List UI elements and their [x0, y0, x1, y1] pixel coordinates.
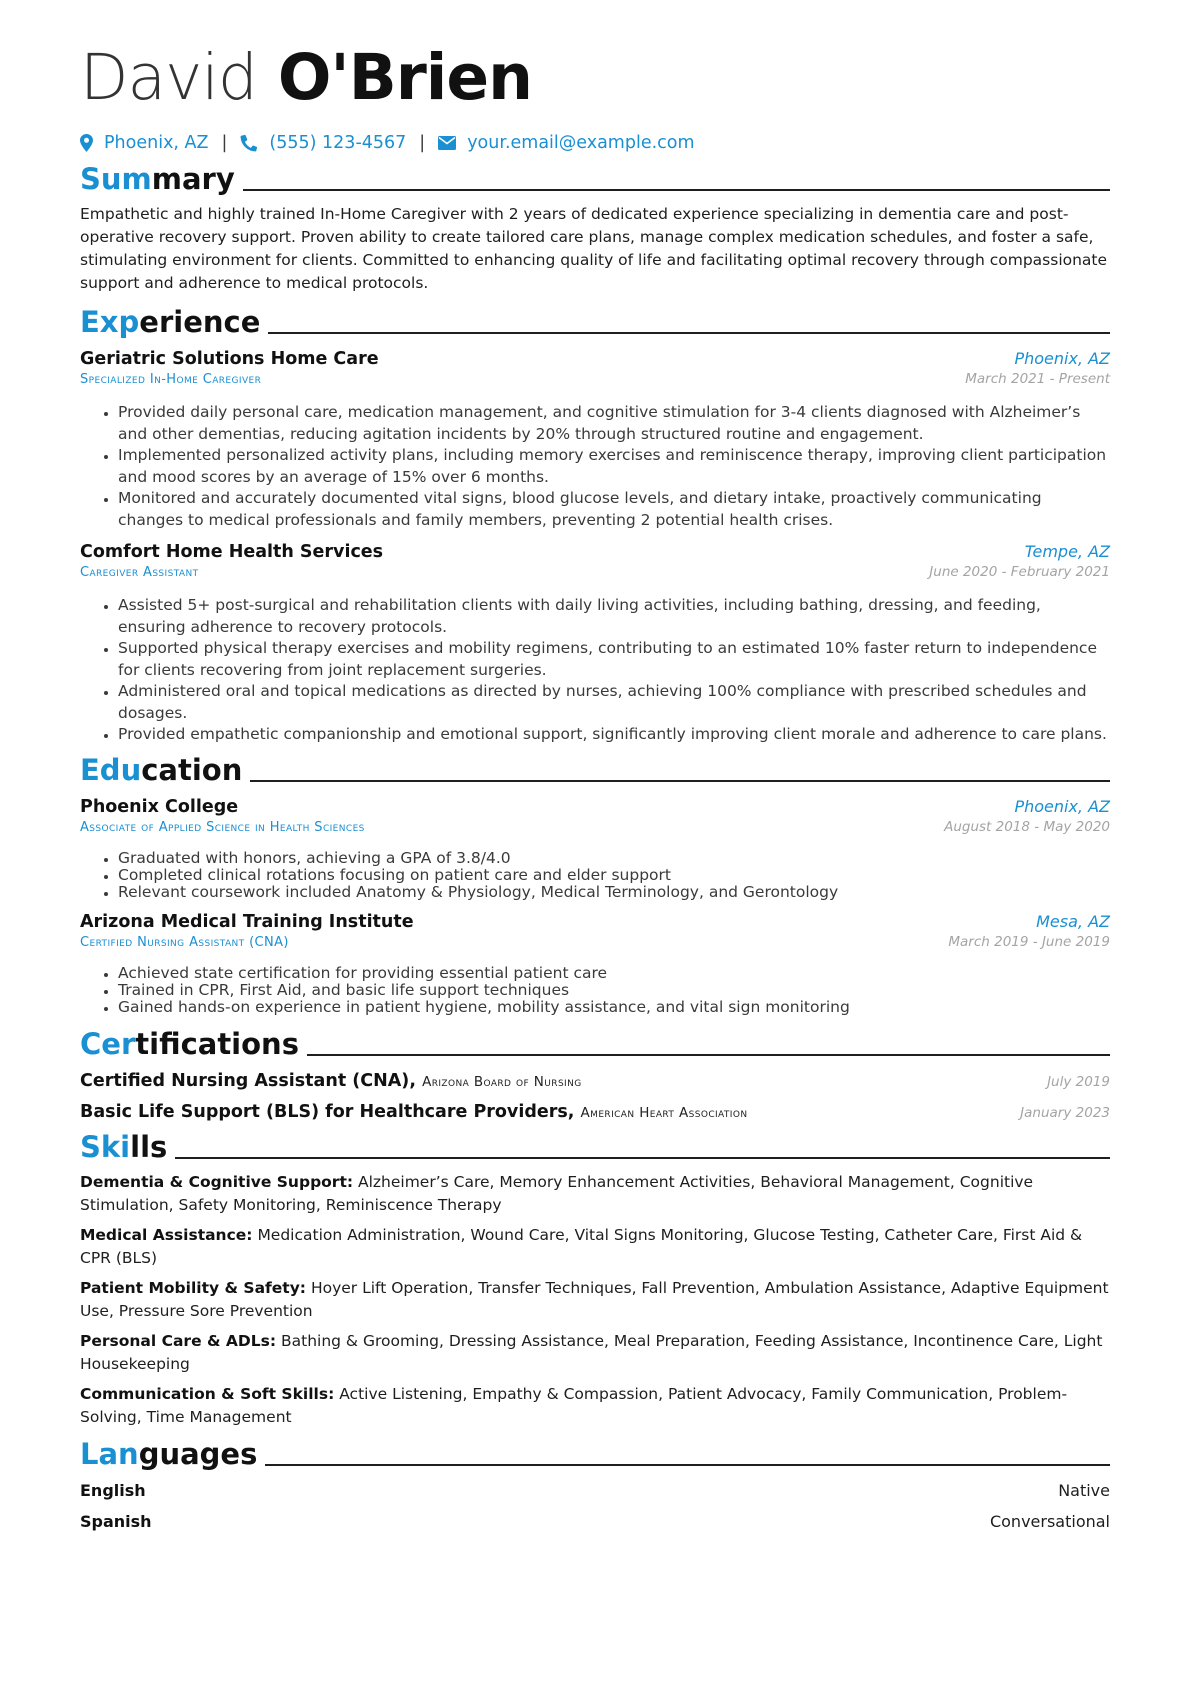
summary-heading: [80, 162, 1110, 196]
certifications-heading-accent: Cer: [80, 1027, 136, 1061]
last-name: O'Brien: [277, 41, 532, 114]
candidate-name: [80, 38, 1110, 118]
languages-heading: [80, 1437, 1110, 1471]
contact-separator: |: [419, 133, 426, 153]
experience-entry: [80, 542, 1110, 745]
employer-name: Comfort Home Health Services: [80, 542, 384, 562]
skills-heading: [80, 1130, 1110, 1164]
experience-heading: [80, 305, 1110, 339]
skill-items: Hoyer Lift Operation, Transfer Techniques, Fall Prevention, Ambulation Assistance, Adaptive Equipment Use, Pressure Sore Prevention: [80, 1279, 1109, 1320]
bullet-list: [80, 964, 1110, 1016]
language-name: English: [80, 1481, 146, 1500]
list-item: • Graduated with honors, achieving a GPA of 3.8/4.0: [118, 849, 1110, 867]
list-item: • Gained hands-on experience in patient hygiene, mobility assistance, and vital sign monitoring: [118, 998, 1110, 1016]
certification-name: Basic Life Support (BLS) for Healthcare Providers: [80, 1102, 568, 1122]
bullet-list: [80, 849, 1110, 901]
skill-category: Dementia & Cognitive Support:: [80, 1173, 354, 1191]
section-rule: [250, 780, 1110, 782]
certification-name: Certified Nursing Assistant (CNA): [80, 1071, 410, 1091]
entry-dates: March 2019 - June 2019: [948, 934, 1110, 950]
education-entry: [80, 797, 1110, 901]
school-name: Arizona Medical Training Institute: [80, 912, 414, 932]
education-heading: [80, 753, 1110, 787]
list-item: • Provided empathetic companionship and emotional support, significantly improving client morale and adherence to care plans.: [118, 723, 1110, 745]
degree-title: Associate of Applied Science in Health Sciences: [80, 820, 365, 835]
experience-entry: [80, 349, 1110, 531]
certification-date: July 2019: [1047, 1074, 1110, 1090]
skill-category: Communication & Soft Skills:: [80, 1385, 335, 1403]
certification-issuer: American Heart Association: [580, 1105, 748, 1121]
certification-issuer: Arizona Board of Nursing: [422, 1074, 582, 1090]
degree-title: Certified Nursing Assistant (CNA): [80, 935, 289, 950]
summary-heading-rest: mary: [151, 162, 235, 196]
entry-location: Mesa, AZ: [1036, 912, 1110, 931]
bullet-list: [80, 594, 1110, 745]
entry-location: Phoenix, AZ: [1014, 349, 1110, 368]
location-text: Phoenix, AZ: [104, 133, 209, 153]
section-rule: [243, 189, 1110, 191]
certifications-heading-rest: tifications: [135, 1027, 299, 1061]
envelope-icon: [438, 136, 456, 150]
list-item: • Completed clinical rotations focusing on patient care and elder support: [118, 866, 1110, 884]
entry-location: Tempe, AZ: [1024, 542, 1110, 561]
section-rule: [307, 1054, 1110, 1056]
summary-heading-accent: Sum: [80, 162, 152, 196]
language-item: [80, 1511, 1110, 1533]
school-name: Phoenix College: [80, 797, 239, 817]
skill-group: [80, 1224, 1110, 1269]
language-level: Conversational: [989, 1512, 1110, 1531]
map-pin-icon: [80, 134, 93, 152]
job-title: Caregiver Assistant: [80, 565, 199, 580]
languages-heading-rest: guages: [138, 1437, 258, 1471]
languages-heading-accent: Lan: [80, 1437, 139, 1471]
skills-heading-accent: Ski: [80, 1130, 131, 1164]
language-level: Native: [1058, 1481, 1110, 1500]
list-item: • Achieved state certification for providing essential patient care: [118, 964, 1110, 982]
language-item: [80, 1480, 1110, 1502]
skill-group: [80, 1383, 1110, 1428]
experience-heading-accent: Exp: [80, 305, 140, 339]
section-rule: [268, 332, 1110, 334]
certifications-heading: [80, 1027, 1110, 1061]
bullet-list: [80, 401, 1110, 531]
phone-item: [240, 133, 406, 153]
skill-items: Active Listening, Empathy & Compassion, Patient Advocacy, Family Communication, Problem-Solving, Time Management: [80, 1385, 1068, 1426]
education-heading-rest: cation: [141, 753, 243, 787]
skill-category: Personal Care & ADLs:: [80, 1332, 277, 1350]
skill-group: [80, 1330, 1110, 1375]
section-rule: [175, 1157, 1110, 1159]
list-item: • Supported physical therapy exercises and mobility regimens, contributing to an estimated 10% faster return to independence for clients recovering from joint replacement surgeries.: [118, 637, 1110, 681]
education-heading-accent: Edu: [80, 753, 142, 787]
section-rule: [265, 1464, 1110, 1466]
list-item: • Administered oral and topical medications as directed by nurses, achieving 100% compliance with prescribed schedules and dosages.: [118, 680, 1110, 724]
entry-dates: June 2020 - February 2021: [929, 564, 1110, 580]
location-item: [80, 133, 209, 153]
skill-category: Patient Mobility & Safety:: [80, 1279, 306, 1297]
list-item: • Relevant coursework included Anatomy & Physiology, Medical Terminology, and Gerontology: [118, 883, 1110, 901]
email-link[interactable]: your.email@example.com: [467, 133, 695, 153]
skills-heading-rest: lls: [130, 1130, 168, 1164]
list-item: • Trained in CPR, First Aid, and basic life support techniques: [118, 981, 1110, 999]
employer-name: Geriatric Solutions Home Care: [80, 349, 379, 369]
list-item: • Assisted 5+ post-surgical and rehabilitation clients with daily living activities, including bathing, dressing, and feeding, ensuring adherence to recovery protocols.: [118, 594, 1110, 638]
entry-location: Phoenix, AZ: [1014, 797, 1110, 816]
skill-items: Bathing & Grooming, Dressing Assistance, Meal Preparation, Feeding Assistance, Incontinence Care, Light Housekeeping: [80, 1332, 1103, 1373]
language-name: Spanish: [80, 1512, 152, 1531]
summary-text: Empathetic and highly trained In-Home Caregiver with 2 years of dedicated experience specializing in dementia care and post-operative recovery support. Proven ability to create tailored care plans, manage complex medication schedules, and foster a safe, stimulating environment for clients. Committed to enhancing quality of life and facilitating optimal recovery through compassionate support and adherence to medical protocols.: [80, 205, 1108, 292]
email-item[interactable]: [438, 133, 694, 153]
certification-item: Certified Nursing Assistant (CNA), Arizona Board of Nursing July 2019: [80, 1071, 1110, 1091]
skill-items: Alzheimer’s Care, Memory Enhancement Activities, Behavioral Management, Cognitive Stimulation, Safety Monitoring, Reminiscence Therapy: [80, 1173, 1034, 1214]
certification-item: Basic Life Support (BLS) for Healthcare Providers, American Heart Association January 2023: [80, 1102, 1110, 1122]
entry-dates: August 2018 - May 2020: [944, 819, 1110, 835]
skill-group: [80, 1277, 1110, 1322]
contact-separator: |: [221, 133, 228, 153]
certification-date: January 2023: [1020, 1105, 1110, 1121]
first-name: David: [80, 41, 257, 114]
list-item: • Monitored and accurately documented vital signs, blood glucose levels, and dietary intake, proactively communicating changes to medical professionals and family members, preventing 2 potential health crises.: [118, 487, 1110, 531]
phone-icon: [240, 134, 258, 152]
contact-line: [80, 130, 1110, 156]
list-item: • Implemented personalized activity plans, including memory exercises and reminiscence therapy, improving client participation and mood scores by an average of 15% over 6 months.: [118, 444, 1110, 488]
entry-dates: March 2021 - Present: [965, 371, 1110, 387]
phone-text: (555) 123-4567: [269, 133, 407, 153]
skill-items: Medication Administration, Wound Care, Vital Signs Monitoring, Glucose Testing, Catheter Care, First Aid & CPR (BLS): [80, 1226, 1083, 1267]
skill-group: [80, 1171, 1110, 1216]
list-item: • Provided daily personal care, medication management, and cognitive stimulation for 3-4 clients diagnosed with Alzheimer’s and other dementias, reducing agitation incidents by 20% through structured routine and engagement.: [118, 401, 1110, 445]
experience-heading-rest: erience: [139, 305, 261, 339]
job-title: Specialized In-Home Caregiver: [80, 372, 262, 387]
education-entry: [80, 912, 1110, 1016]
skill-category: Medical Assistance:: [80, 1226, 253, 1244]
